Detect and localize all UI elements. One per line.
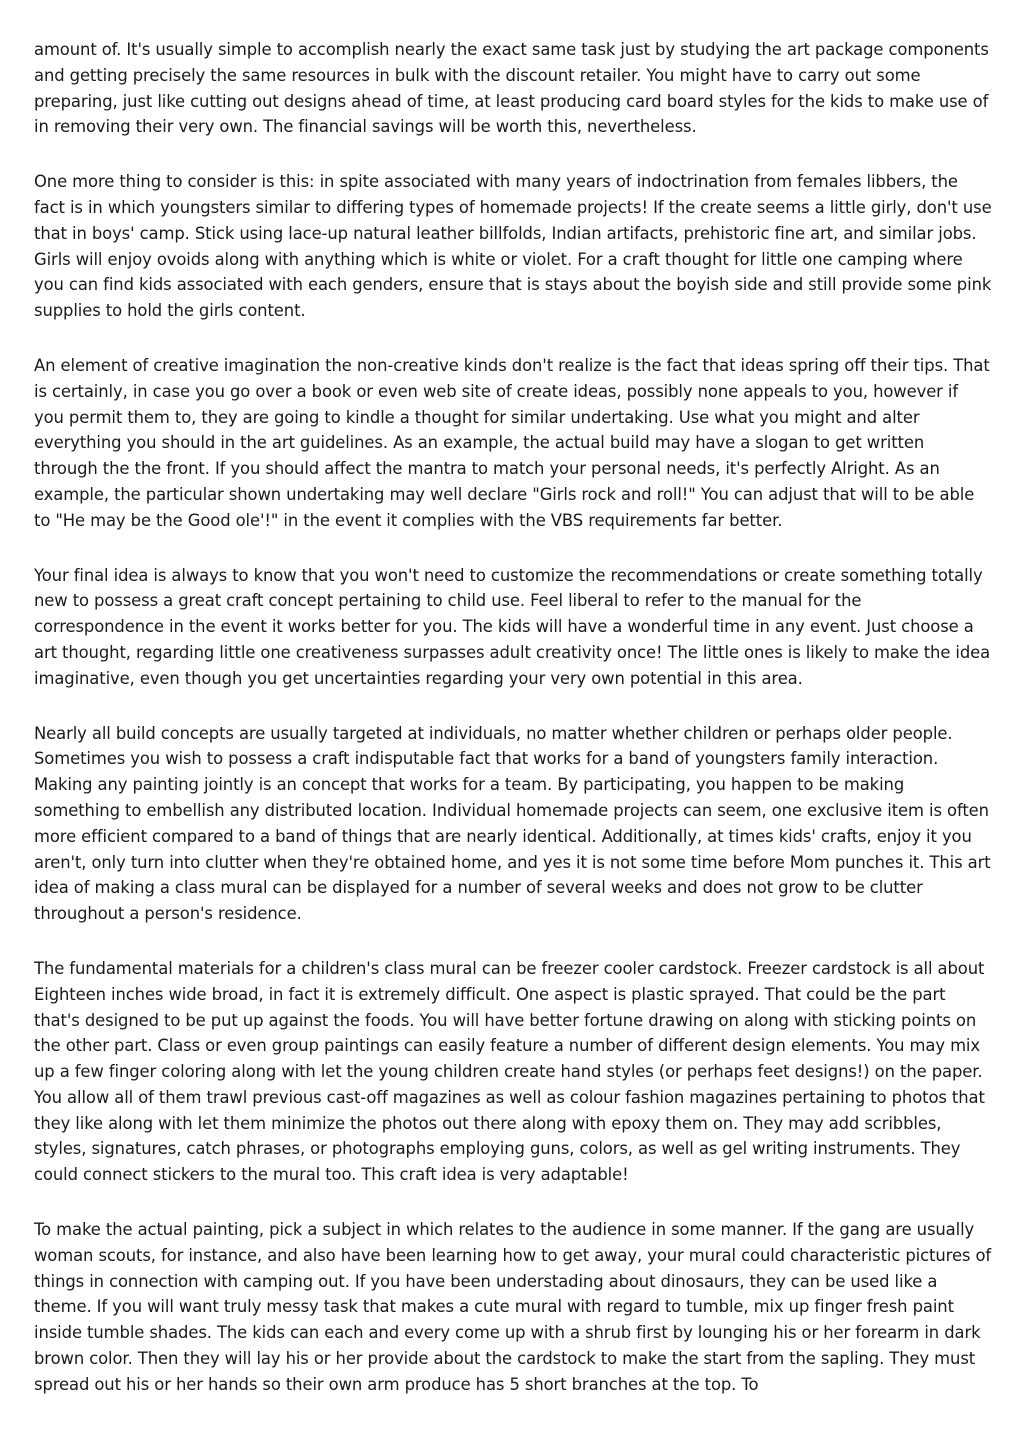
paragraph: Nearly all build concepts are usually targeted at individuals, no matter whether children or perhaps older people. Sometimes you wish to possess a craft indisputable fact that works for a band of youngsters family interaction. Making any painting jointly is an concept that works for a team. By participating, you happen to be making something to embellish any distributed location. Individual homemade projects can seem, one exclusive item is often more efficient compared to a band of things that are nearly identical. Additionally, at times kids' crafts, enjoy it you aren't, only turn into clutter when they're obtained home, and yes it is not some time before Mom punches it. This art idea of making a class mural can be displayed for a number of several weeks and does not grow to be clutter throughout a person's residence. xyxy=(34,723,991,924)
document-body xyxy=(34,37,992,1398)
paragraph: One more thing to consider is this: in spite associated with many years of indoctrination from females libbers, the fact is in which youngsters similar to differing types of homemade projects! If the create seems a little girly, don't use that in boys' camp. Stick using lace-up natural leather billfolds, Indian artifacts, prehistoric fine art, and similar jobs. Girls will enjoy ovoids along with anything which is white or violet. For a craft thought for little one camping where you can find kids associated with each genders, ensure that is stays about the boyish side and still provide some pink supplies to hold the girls content. xyxy=(34,172,992,321)
paragraph: amount of. It's usually simple to accomplish nearly the exact same task just by studying the art package components and getting precisely the same resources in bulk with the discount retailer. You might have to carry out some preparing, just like cutting out designs ahead of time, at least producing card board styles for the kids to make use of in removing their very own. The financial savings will be worth this, nevertheless. xyxy=(34,40,989,137)
paragraph: To make the actual painting, pick a subject in which relates to the audience in some manner. If the gang are usually woman scouts, for instance, and also have been learning how to get away, your mural could characteristic pictures of things in connection with camping out. If you have been understading about dinosaurs, they can be used like a theme. If you will want truly messy task that makes a cute mural with regard to tumble, mix up finger fresh paint inside tumble shades. The kids can each and every come up with a shrub first by lounging his or her forearm in dark brown color. Then they will lay his or her provide about the cardstock to make the start from the sapling. They must spread out his or her hands so their own arm produce has 5 short branches at the top. To xyxy=(34,1220,992,1394)
paragraph: Your final idea is always to know that you won't need to customize the recommendations or create something totally new to possess a great craft concept pertaining to child use. Feel liberal to refer to the manual for the correspondence in the event it works better for you. The kids will have a wonderful time in any event. Just choose a art thought, regarding little one creativeness surpasses adult creativity once! The little ones is likely to make the idea imaginative, even though you get uncertainties regarding your very own potential in this area. xyxy=(34,565,991,688)
paragraph: An element of creative imagination the non-creative kinds don't realize is the fact that ideas spring off their tips. That is certainly, in case you go over a book or even web site of create ideas, possibly none appeals to you, however if you permit them to, they are going to kindle a thought for similar undertaking. Use what you might and alter everything you should in the art guidelines. As an example, the actual build may have a slogan to get written through the the front. If you should affect the mantra to match your personal needs, it's perfectly Alright. As an example, the particular shown undertaking may well declare "Girls rock and roll!" You can adjust that will to be able to "He may be the Good ole'!" in the event it complies with the VBS requirements far better. xyxy=(34,355,990,530)
paragraph: The fundamental materials for a children's class mural can be freezer cooler cardstock. Freezer cardstock is all about Eighteen inches wide broad, in fact it is extremely difficult. One aspect is plastic sprayed. That could be the part that's designed to be put up against the foods. You will have better fortune drawing on along with sticking points on the other part. Class or even group paintings can easily feature a number of different design elements. You may mix up a few finger coloring along with let the young children create hand styles (or perhaps feet designs!) on the paper. You allow all of them trawl previous cast-off magazines as well as colour fashion magazines pertaining to photos that they like along with let them minimize the photos out there along with epoxy them on. They may add scribbles, styles, signatures, catch phrases, or photographs employing guns, colors, as well as gel writing instruments. They could connect stickers to the mural too. This craft idea is very adaptable! xyxy=(34,958,985,1185)
